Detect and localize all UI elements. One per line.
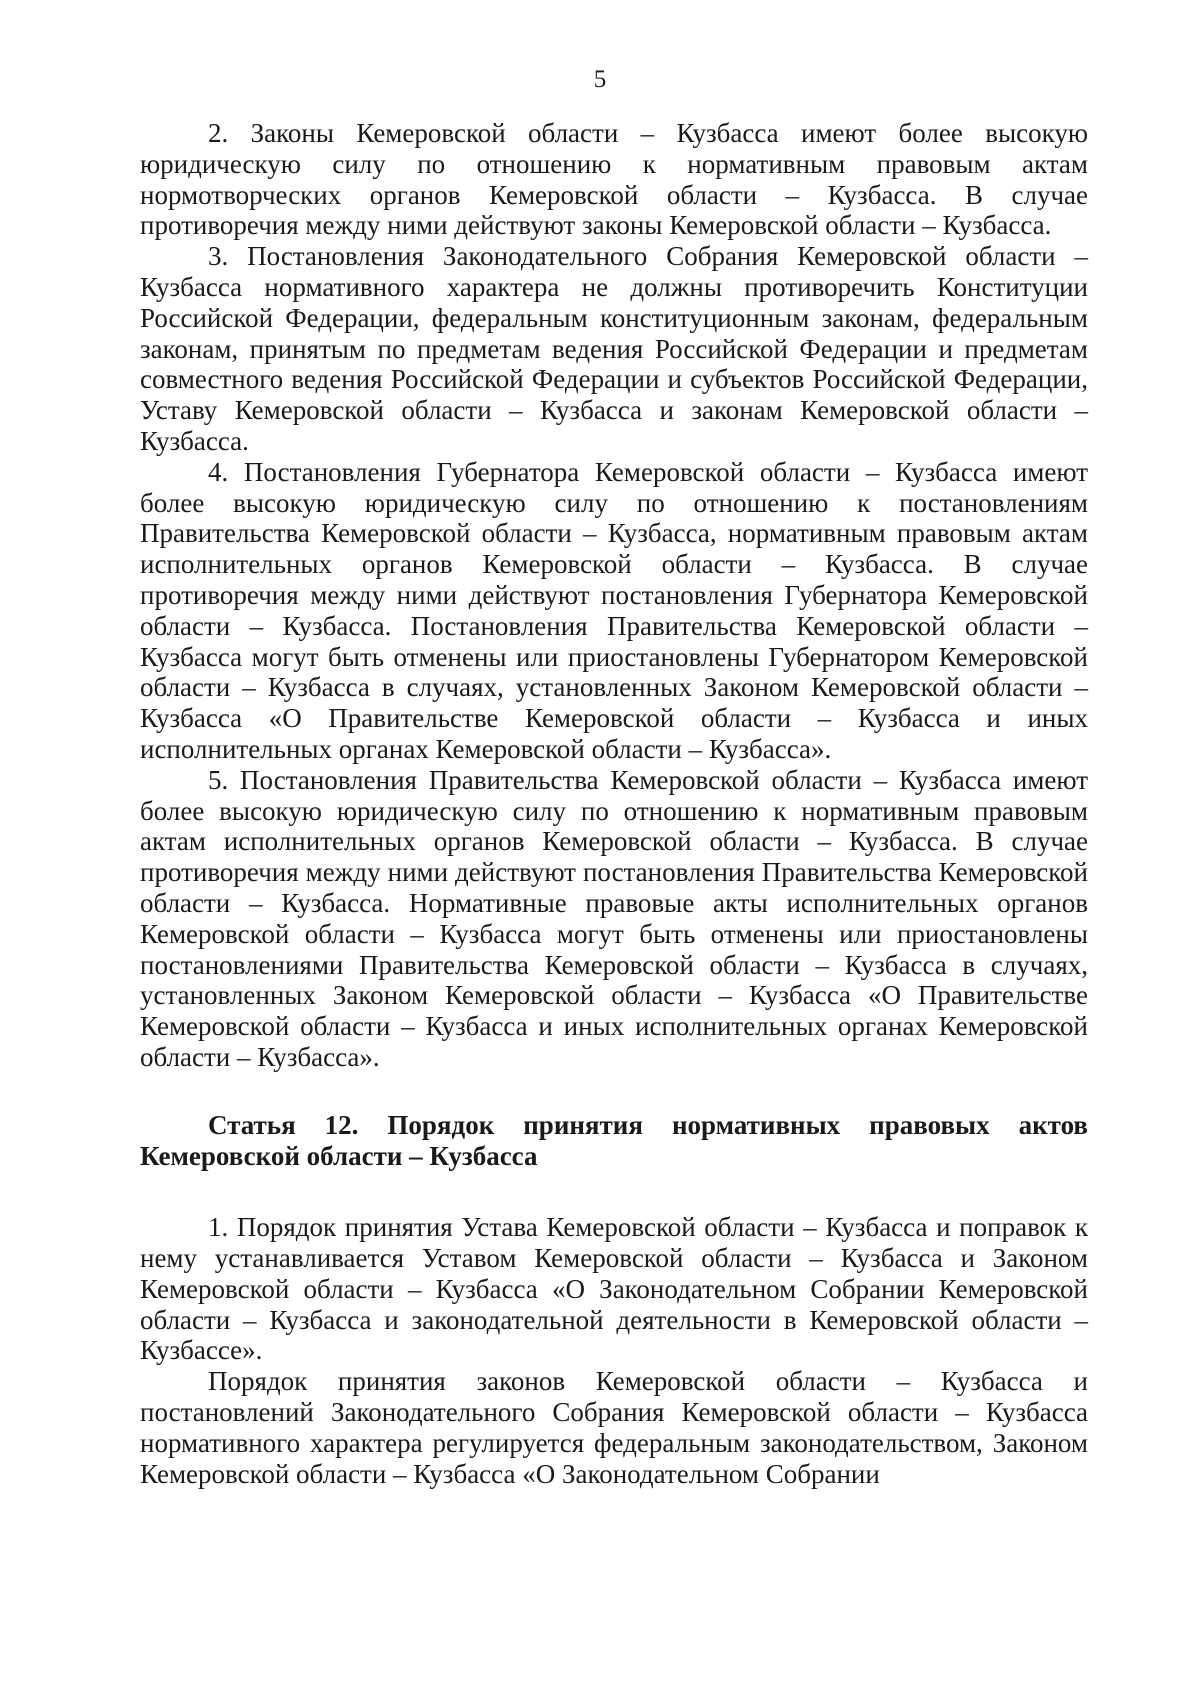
article-paragraph-continued: Порядок принятия законов Кемеровской области – Кузбасса и постановлений Законодательного Собрания Кемеровской области – Кузбасса нормативного характера регулируется федеральным законодательством, Законом Кемеровской области – Кузбасса «О Законодательном Собрании: [140, 1366, 1088, 1489]
article-paragraph-1: 1. Порядок принятия Устава Кемеровской области – Кузбасса и поправок к нему устанавливается Уставом Кемеровской области – Кузбасса и Законом Кемеровской области – Кузбасса «О Законодательном Собрании Кемеровской области – Кузбасса и законодательной деятельности в Кемеровской области – Кузбассе».: [140, 1212, 1088, 1366]
paragraph-4: 4. Постановления Губернатора Кемеровской области – Кузбасса имеют более высокую юридическую силу по отношению к постановлениям Правительства Кемеровской области – Кузбасса, нормативным правовым актам исполнительных органов Кемеровской области – Кузбасса. В случае противоречия между ними действуют постановления Губернатора Кемеровской области – Кузбасса. Постановления Правительства Кемеровской области – Кузбасса могут быть отменены или приостановлены Губернатором Кемеровской области – Кузбасса в случаях, установленных Законом Кемеровской области – Кузбасса «О Правительстве Кемеровской области – Кузбасса и иных исполнительных органах Кемеровской области – Кузбасса».: [140, 456, 1088, 764]
paragraph-2: 2. Законы Кемеровской области – Кузбасса имеют более высокую юридическую силу по отношению к нормативным правовым актам нормотворческих органов Кемеровской области – Кузбасса. В случае противоречия между ними действуют законы Кемеровской области – Кузбасса.: [140, 118, 1088, 241]
paragraph-5: 5. Постановления Правительства Кемеровской области – Кузбасса имеют более высокую юридическую силу по отношению к нормативным правовым актам исполнительных органов Кемеровской области – Кузбасса. В случае противоречия между ними действуют постановления Правительства Кемеровской области – Кузбасса. Нормативные правовые акты исполнительных органов Кемеровской области – Кузбасса могут быть отменены или приостановлены постановлениями Правительства Кемеровской области – Кузбасса в случаях, установленных Законом Кемеровской области – Кузбасса «О Правительстве Кемеровской области – Кузбасса и иных исполнительных органах Кемеровской области – Кузбасса».: [140, 764, 1088, 1072]
paragraph-3: 3. Постановления Законодательного Собрания Кемеровской области – Кузбасса нормативного характера не должны противоречить Конституции Российской Федерации, федеральным конституционным законам, федеральным законам, принятым по предметам ведения Российской Федерации и предметам совместного ведения Российской Федерации и субъектов Российской Федерации, Уставу Кемеровской области – Кузбасса и законам Кемеровской области – Кузбасса.: [140, 241, 1088, 456]
page-number: 5: [593, 66, 607, 93]
article-heading: Статья 12. Порядок принятия нормативных правовых актов Кемеровской области – Кузбасса: [140, 1109, 1088, 1171]
document-body: [140, 118, 1088, 1489]
